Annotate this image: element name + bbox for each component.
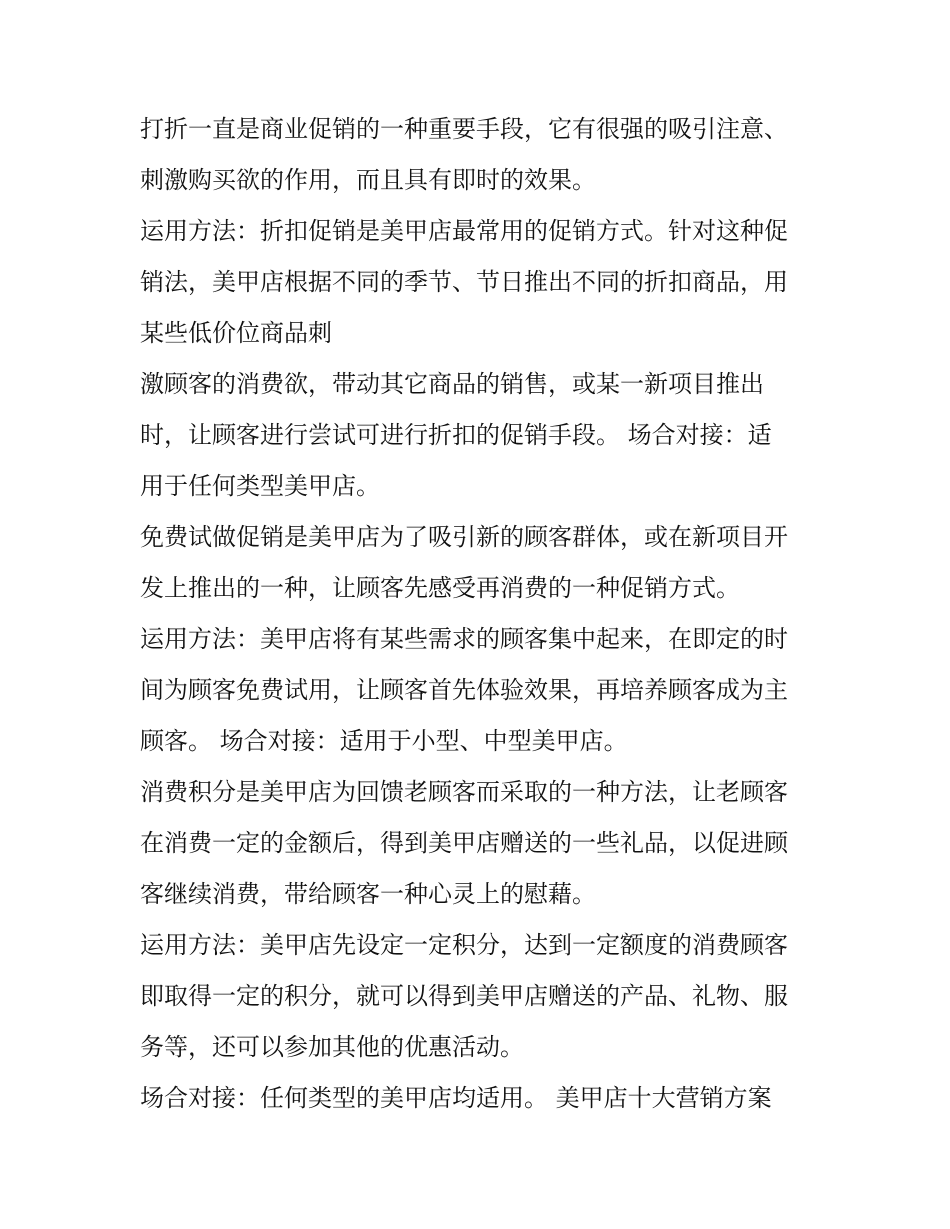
text-line: 运用方法：美甲店将有某些需求的顾客集中起来，在即定的时	[140, 625, 788, 653]
text-line: 某些低价位商品刺	[140, 319, 332, 347]
text-line: 运用方法：美甲店先设定一定积分，达到一定额度的消费顾客	[140, 931, 788, 959]
text-line: 发上推出的一种，让顾客先感受再消费的一种促销方式。	[140, 574, 740, 602]
document-body	[140, 104, 830, 1124]
text-line: 顾客。 场合对接：适用于小型、中型美甲店。	[140, 727, 628, 755]
text-line: 运用方法：折扣促销是美甲店最常用的促销方式。针对这种促	[140, 217, 788, 245]
text-line: 即取得一定的积分，就可以得到美甲店赠送的产品、礼物、服	[140, 982, 788, 1010]
text-line: 激顾客的消费欲，带动其它商品的销售，或某一新项目推出	[140, 370, 764, 398]
text-line: 客继续消费，带给顾客一种心灵上的慰藉。	[140, 880, 596, 908]
text-line: 时，让顾客进行尝试可进行折扣的促销手段。 场合对接：适	[140, 421, 772, 449]
text-line: 间为顾客免费试用，让顾客首先体验效果，再培养顾客成为主	[140, 676, 788, 704]
text-line: 场合对接：任何类型的美甲店均适用。 美甲店十大营销方案	[140, 1084, 772, 1112]
text-line: 刺激购买欲的作用，而且具有即时的效果。	[140, 166, 596, 194]
text-line: 消费积分是美甲店为回馈老顾客而采取的一种方法，让老顾客	[140, 778, 788, 806]
text-line: 销法，美甲店根据不同的季节、节日推出不同的折扣商品，用	[140, 268, 788, 296]
text-line: 打折一直是商业促销的一种重要手段，它有很强的吸引注意、	[140, 115, 788, 143]
text-line: 务等，还可以参加其他的优惠活动。	[140, 1033, 524, 1061]
text-line: 用于任何类型美甲店。	[140, 472, 380, 500]
text-line: 免费试做促销是美甲店为了吸引新的顾客群体，或在新项目开	[140, 523, 788, 551]
text-line: 在消费一定的金额后，得到美甲店赠送的一些礼品，以促进顾	[140, 829, 788, 857]
